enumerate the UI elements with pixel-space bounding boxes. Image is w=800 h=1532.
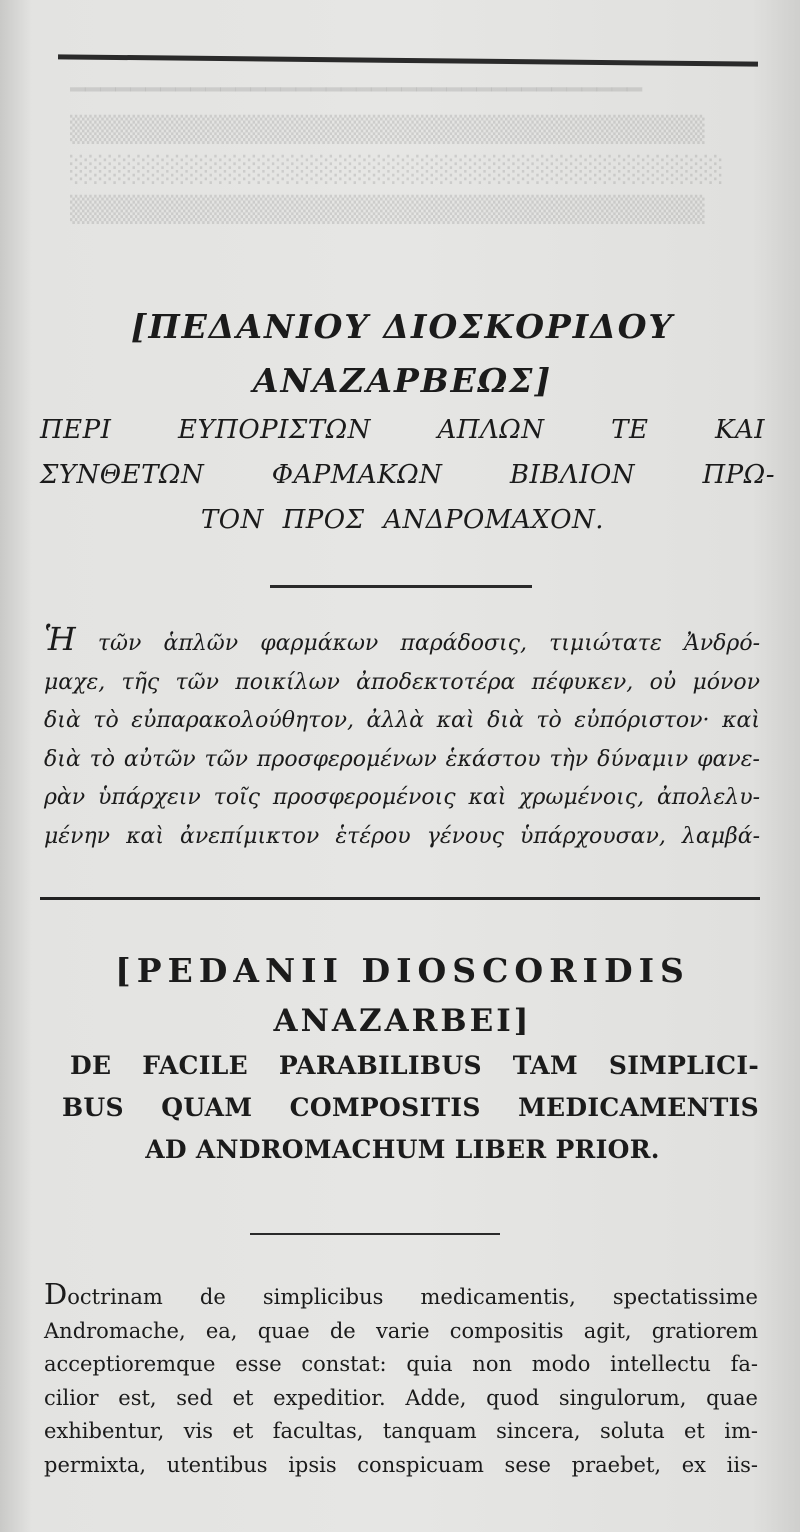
text-line: μαχε, τῆς τῶν ποικίλων ἀποδεκτοτέρα πέφυκεν, οὐ μόνον [44, 669, 760, 695]
text-line: exhibentur, vis et facultas, tanquam sincera, soluta et im- [44, 1419, 758, 1443]
drop-cap: D [44, 1277, 68, 1311]
text-line: Andromache, ea, quae de varie compositis agit, gratiorem [44, 1318, 758, 1343]
greek-subtitle-line: ΠΕΡΙ ΕΥΠΟΡΙΣΤΩΝ ΑΠΛΩΝ ΤΕ ΚΑΙ [40, 415, 765, 445]
page-divider [40, 897, 760, 900]
greek-title-line: ΑΝΑΖΑΡΒΕΩΣ] [252, 361, 553, 400]
greek-title [30, 300, 775, 543]
show-through-texture: ━━━━━━━━━━━━━━━━━━━━━━━━━━━━━━━━━━━━━━ ▒▒▒▒▒▒▒▒▒▒▒▒▒▒▒▒▒▒▒▒▒▒▒▒▒▒▒▒▒▒▒▒▒ ░░░░░░░░░░░░░░░░░░░░░░░░░░░░░░░░░░ ▒▒▒▒▒▒▒▒▒▒▒▒▒▒▒▒▒▒▒▒▒▒▒▒▒▒▒▒▒▒▒▒▒ [70, 75, 724, 224]
latin-title-line: ANAZARBEI] [273, 1003, 532, 1039]
latin-title [40, 945, 765, 1171]
text-line: διὰ τὸ εὐπαρακολούθητον, ἀλλὰ καὶ διὰ τὸ εὐπόριστον· καὶ [44, 708, 760, 733]
latin-subtitle-line: AD ANDROMACHUM LIBER PRIOR. [145, 1135, 660, 1164]
greek-paragraph [44, 620, 760, 856]
text-line: ρὰν ὑπάρχειν τοῖς προσφερομένοις καὶ χρωμένοις, ἀπολελυ- [44, 785, 760, 810]
latin-title-line: [PEDANII DIOSCORIDIS [115, 951, 690, 990]
greek-subtitle-line: ΣΥΝΘΕΤΩΝ ΦΑΡΜΑΚΩΝ ΒΙΒΛΙΟΝ ΠΡΩ- [40, 460, 775, 490]
text-line: μένην καὶ ἀνεπίμικτον ἑτέρου γένους ὑπάρχουσαν, λαμβά- [44, 823, 760, 849]
top-rule [58, 54, 758, 66]
section-divider [270, 585, 532, 588]
text-line: cilior est, sed et expeditior. Adde, quod singulorum, quae [44, 1385, 758, 1410]
text-line: permixta, utentibus ipsis conspicuam sese praebet, ex iis- [44, 1452, 758, 1477]
text-line: διὰ τὸ αὐτῶν τῶν προσφερομένων ἑκάστου τὴν δύναμιν φανε- [44, 746, 760, 772]
section-divider [250, 1233, 500, 1235]
text-line: Doctrinam de simplicibus medicamentis, spectatissime [44, 1277, 758, 1311]
greek-subtitle-line: ΤΟΝ ΠΡΟΣ ΑΝΔΡΟΜΑΧΟΝ. [200, 505, 605, 535]
latin-subtitle-line: BUS QUAM COMPOSITIS MEDICAMENTIS [62, 1093, 759, 1122]
latin-subtitle-line: DE FACILE PARABILIBUS TAM SIMPLICI- [70, 1051, 759, 1080]
greek-title-line: [ΠΕΔΑΝΙΟΥ ΔΙΟΣΚΟΡΙΔΟΥ [130, 307, 675, 346]
drop-cap: Ἡ [44, 620, 76, 658]
latin-paragraph [44, 1278, 758, 1482]
text-line: Ἡ τῶν ἁπλῶν φαρμάκων παράδοσις, τιμιώτατε Ἀνδρό- [44, 620, 761, 658]
text-line: acceptioremque esse constat: quia non modo intellectu fa- [44, 1352, 758, 1376]
